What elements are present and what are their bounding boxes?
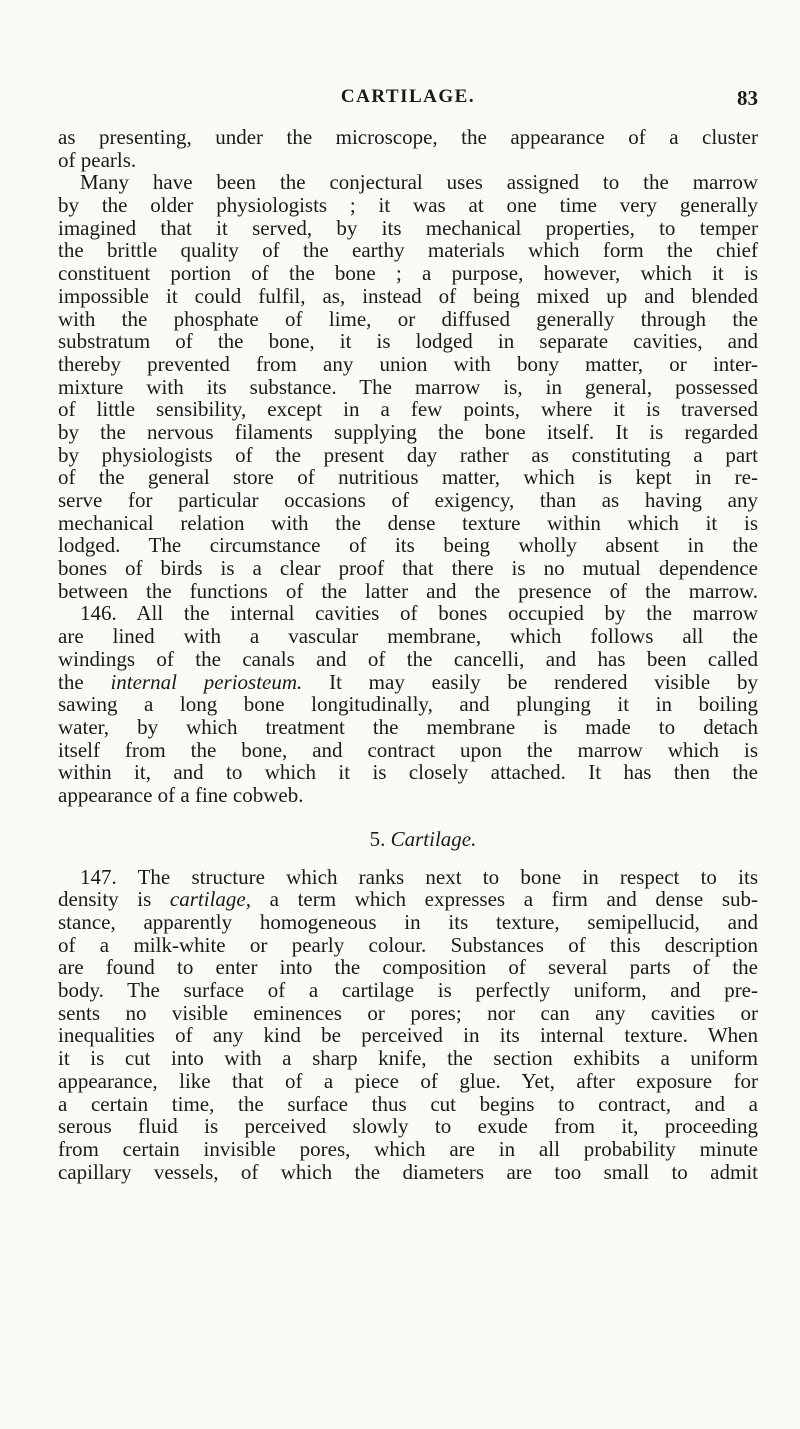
text-line: Many have been the conjectural uses assigned to the marrow <box>80 170 758 195</box>
text-line: mechanical relation with the dense texture within which it is <box>58 510 758 535</box>
section-heading <box>58 817 758 862</box>
text-fragment: the <box>58 669 111 694</box>
running-head <box>58 86 758 114</box>
text-line: are lined with a vascular membrane, which follows all the <box>58 624 758 649</box>
text-line: are found to enter into the composition of several parts of the <box>58 955 758 980</box>
text-line: itself from the bone, and contract upon the marrow which is <box>58 737 758 762</box>
text-fragment: a term which expresses a firm and dense sub- <box>251 887 758 912</box>
text-line: capillary vessels, of which the diameters are too small to admit <box>58 1159 758 1184</box>
text-line: a certain time, the surface thus cut begins to contract, and a <box>58 1091 758 1116</box>
text-line: lodged. The circumstance of its being wholly absent in the <box>58 533 758 558</box>
text-line: serve for particular occasions of exigency, than as having any <box>58 488 758 512</box>
text-line: stance, apparently homogeneous in its texture, semipellucid, and <box>58 910 758 934</box>
text-line: windings of the canals and of the cancelli, and has been called <box>58 646 758 671</box>
text-line: of a milk-white or pearly colour. Substances of this description <box>58 932 758 957</box>
italic-term: cartilage, <box>169 887 251 912</box>
text-line: mixture with its substance. The marrow is, in general, possessed <box>58 374 758 399</box>
text-line: with the phosphate of lime, or diffused generally through the <box>58 306 758 331</box>
body-text <box>58 126 758 1183</box>
text-line: it is cut into with a sharp knife, the section exhibits a uniform <box>58 1046 758 1071</box>
text-line: by physiologists of the present day rather as constituting a part <box>58 442 758 467</box>
text-line: water, by which treatment the membrane is made to detach <box>58 714 758 739</box>
text-line: within it, and to which it is closely attached. It has then the <box>58 760 758 785</box>
text-line: 147. The structure which ranks next to bone in respect to its <box>80 864 758 889</box>
text-line: serous fluid is perceived slowly to exude from it, proceeding <box>58 1114 758 1139</box>
text-line: of pearls. <box>58 147 137 172</box>
text-line: 146. All the internal cavities of bones occupied by the marrow <box>80 601 758 626</box>
text-fragment: density is <box>58 887 170 912</box>
text-line: the brittle quality of the earthy materials which form the chief <box>58 238 758 263</box>
text-line: body. The surface of a cartilage is perfectly uniform, and pre- <box>58 978 758 1003</box>
text-line: from certain invisible pores, which are in all probability minute <box>58 1136 758 1161</box>
text-line: imagined that it served, by its mechanical properties, to temper <box>58 215 758 240</box>
italic-term: internal periosteum. <box>110 669 303 694</box>
text-line: of little sensibility, except in a few points, where it is traversed <box>58 397 758 422</box>
running-title: CARTILAGE. <box>340 86 476 107</box>
text-line <box>58 888 758 911</box>
text-line: by the nervous filaments supplying the bone itself. It is regarded <box>58 419 758 444</box>
section-title: Cartilage. <box>390 826 477 851</box>
text-line: appearance, like that of a piece of glue. Yet, after exposure for <box>58 1068 758 1093</box>
text-line: between the functions of the latter and the presence of the marrow. <box>58 578 758 603</box>
text-line: sents no visible eminences or pores; nor can any cavities or <box>58 1000 758 1025</box>
text-line: appearance of a fine cobweb. <box>58 782 304 807</box>
text-line: bones of birds is a clear proof that there is no mutual dependence <box>58 556 758 581</box>
page-number: 83 <box>737 86 758 110</box>
text-line: by the older physiologists ; it was at one time very generally <box>58 193 758 218</box>
text-line: as presenting, under the microscope, the appearance of a cluster <box>58 125 758 149</box>
text-line <box>58 671 758 694</box>
text-line: sawing a long bone longitudinally, and plunging it in boiling <box>58 692 758 717</box>
text-line: of the general store of nutritious matter, which is kept in re- <box>58 465 758 490</box>
section-number: 5. <box>369 826 391 851</box>
text-line: impossible it could fulfil, as, instead of being mixed up and blended <box>58 283 758 308</box>
text-line: constituent portion of the bone ; a purpose, however, which it is <box>58 261 758 286</box>
text-line: thereby prevented from any union with bony matter, or inter- <box>58 351 758 376</box>
text-fragment: It may easily be rendered visible by <box>302 669 758 694</box>
text-line: substratum of the bone, it is lodged in separate cavities, and <box>58 329 758 354</box>
text-line: inequalities of any kind be perceived in its internal texture. When <box>58 1023 758 1048</box>
